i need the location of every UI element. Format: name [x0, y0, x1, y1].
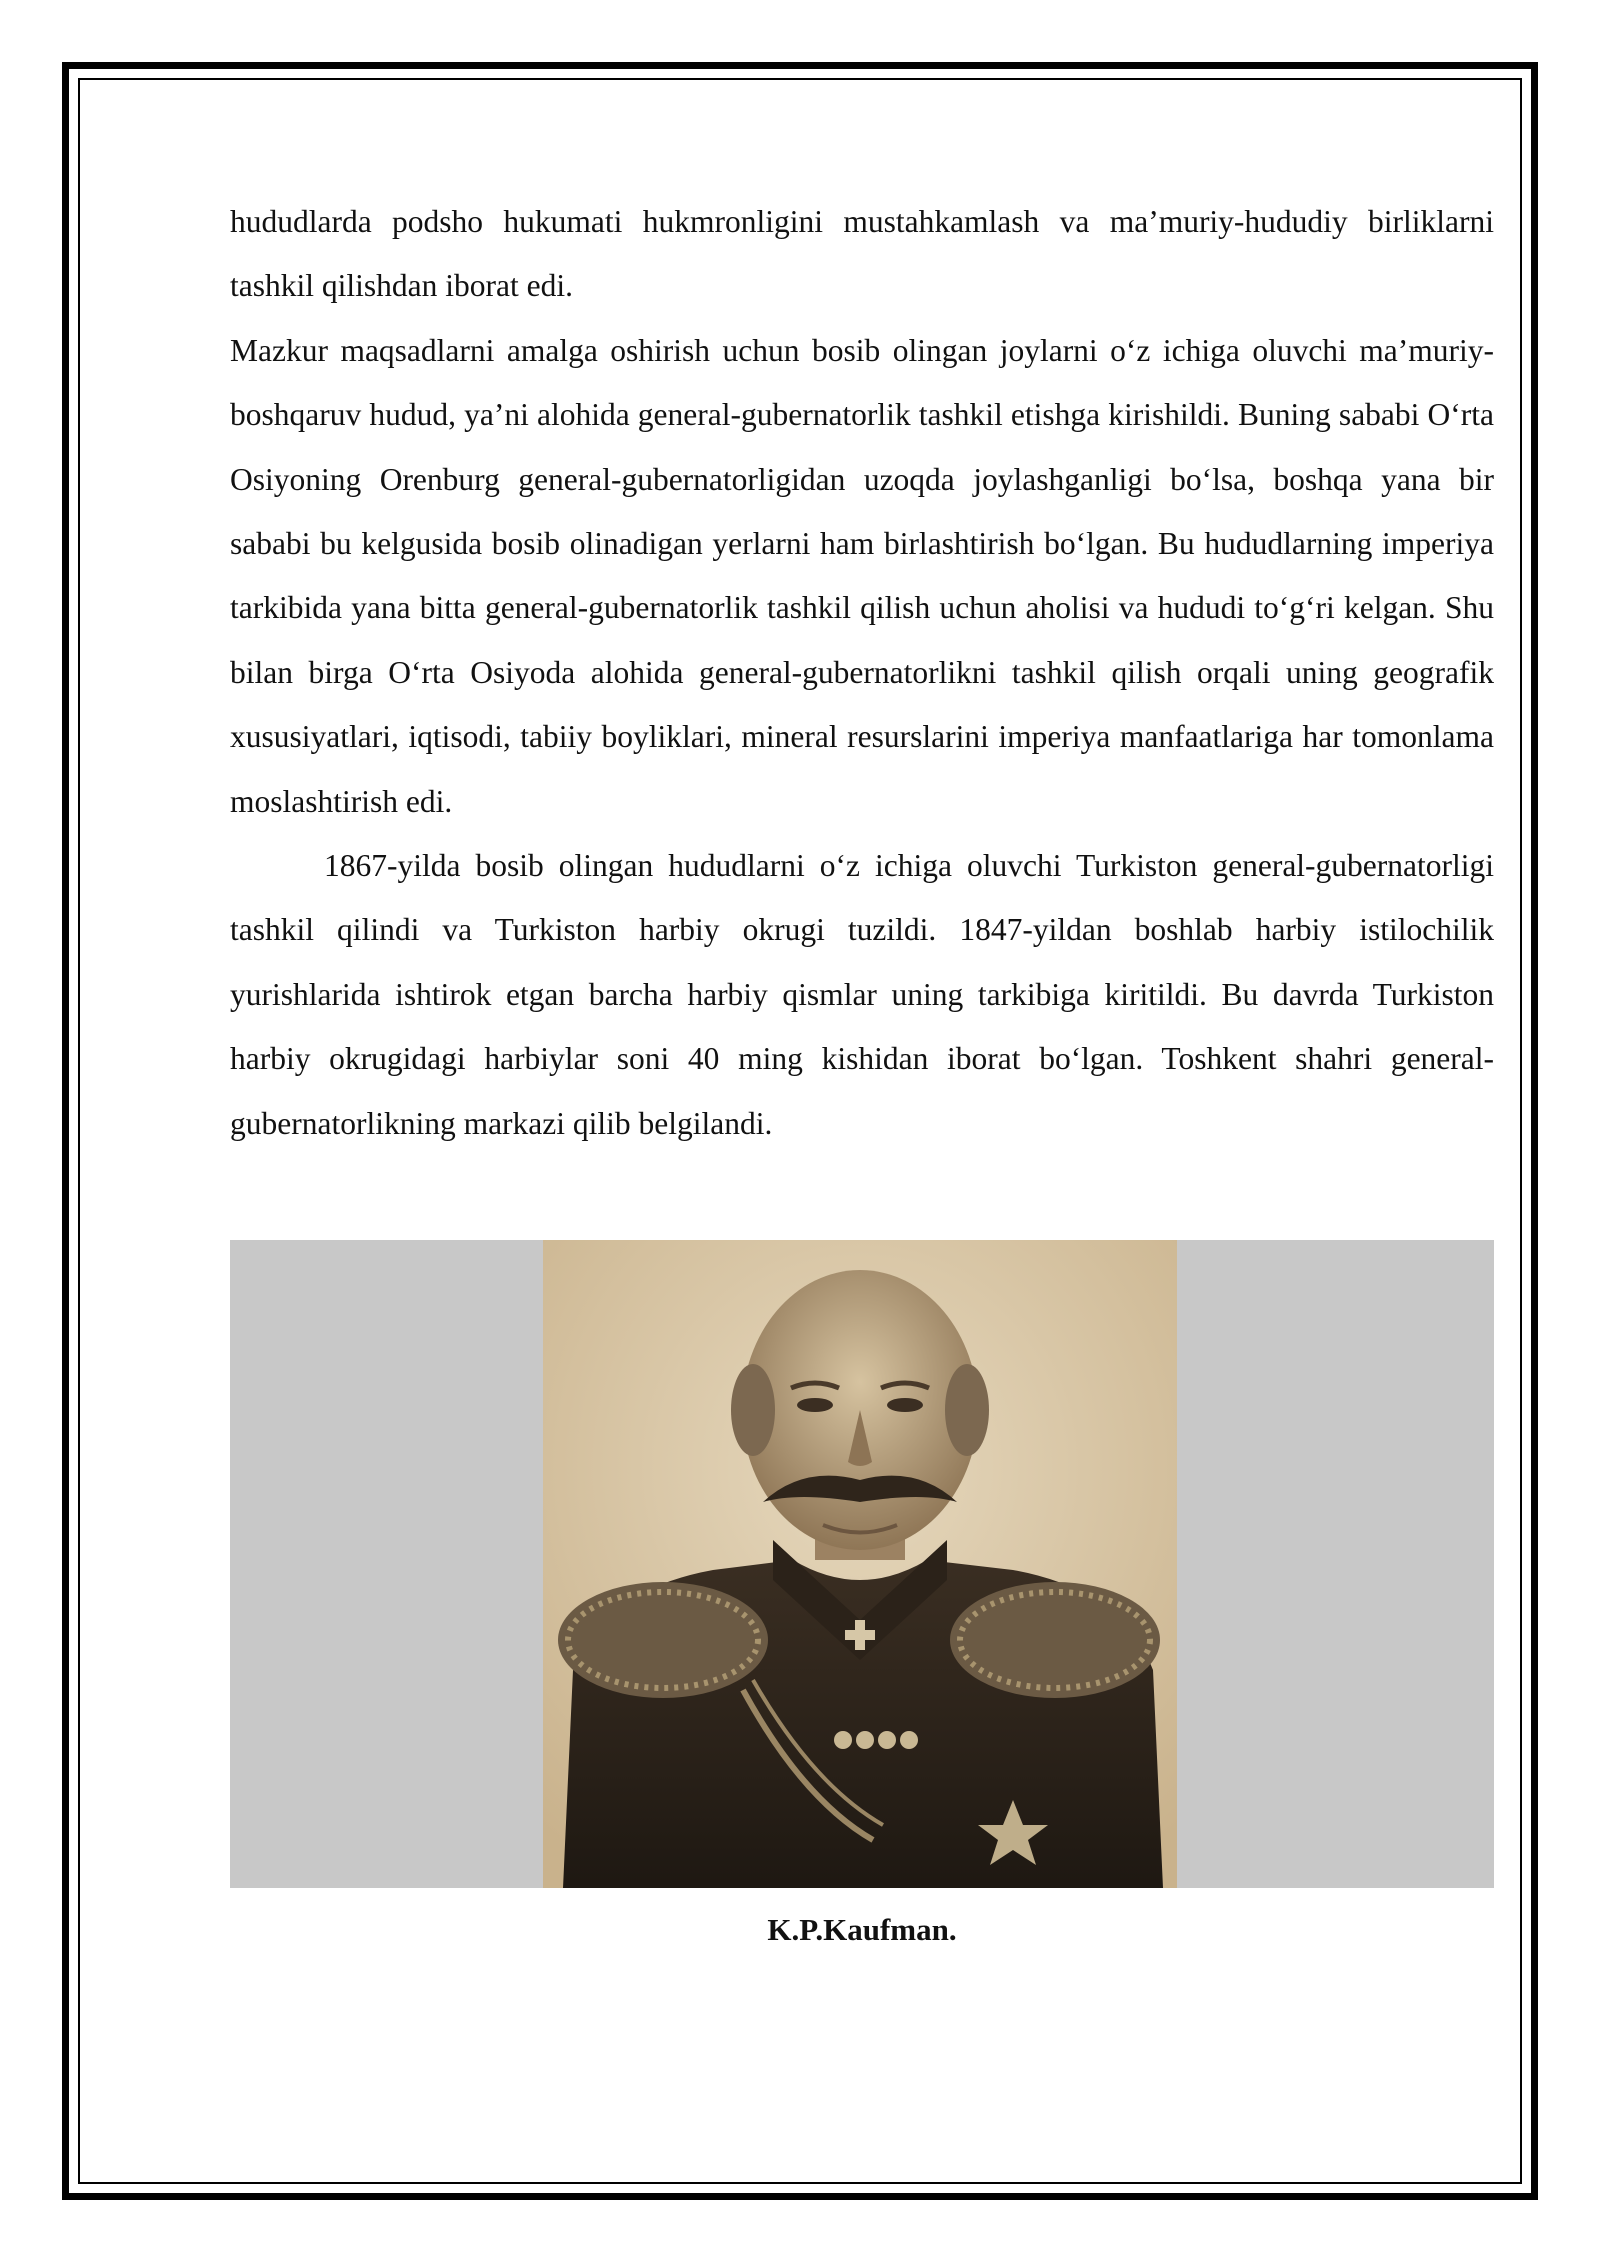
- portrait-figure: [230, 1240, 1494, 1888]
- paragraph: 1867-yilda bosib olingan hududlarni o‘z ichiga oluvchi Turkiston general-gubernatorligi tashkil qilindi va Turkiston harbiy okrugi tuzildi. 1847-yildan boshlab harbiy istilochilik yurishlarida ishtirok etgan barcha harbiy qismlar uning tarkibiga kiritildi. Bu davrda Turkiston harbiy okrugidagi harbiylar soni 40 ming kishidan iborat bo‘lgan. Toshkent shahri general-gubernatorlikning markazi qilib belgilandi.: [230, 848, 1494, 1141]
- figure-caption: K.P.Kaufman.: [767, 1912, 957, 1947]
- paragraph: Mazkur maqsadlarni amalga oshirish uchun bosib olingan joylarni o‘z ichiga oluvchi ma’muriy-boshqaruv hudud, ya’ni alohida general-gubernatorlik tashkil etishga kirishildi. Buning sababi O‘rta Osiyoning Orenburg general-gubernatorligidan uzoqda joylashganligi bo‘lsa, boshqa yana bir sababi bu kelgusida bosib olinadigan yerlarni ham birlashtirish bo‘lgan. Bu hududlarning imperiya tarkibida yana bitta general-gubernatorlik tashkil qilish uchun aholisi va hududi to‘g‘ri kelgan. Shu bilan birga O‘rta Osiyoda alohida general-gubernatorlikni tashkil qilish orqali uning geografik xususiyatlari, iqtisodi, tabiiy boyliklari, mineral resurslarini imperiya manfaatlariga har tomonlama moslashtirish edi.: [230, 332, 1494, 819]
- portrait-photo: [543, 1240, 1177, 1888]
- body-text: [230, 190, 1494, 1156]
- paragraph: hududlarda podsho hukumati hukmronligini mustahkamlash va ma’muriy-hududiy birliklarni tashkil qilishdan iborat edi.: [230, 204, 1494, 304]
